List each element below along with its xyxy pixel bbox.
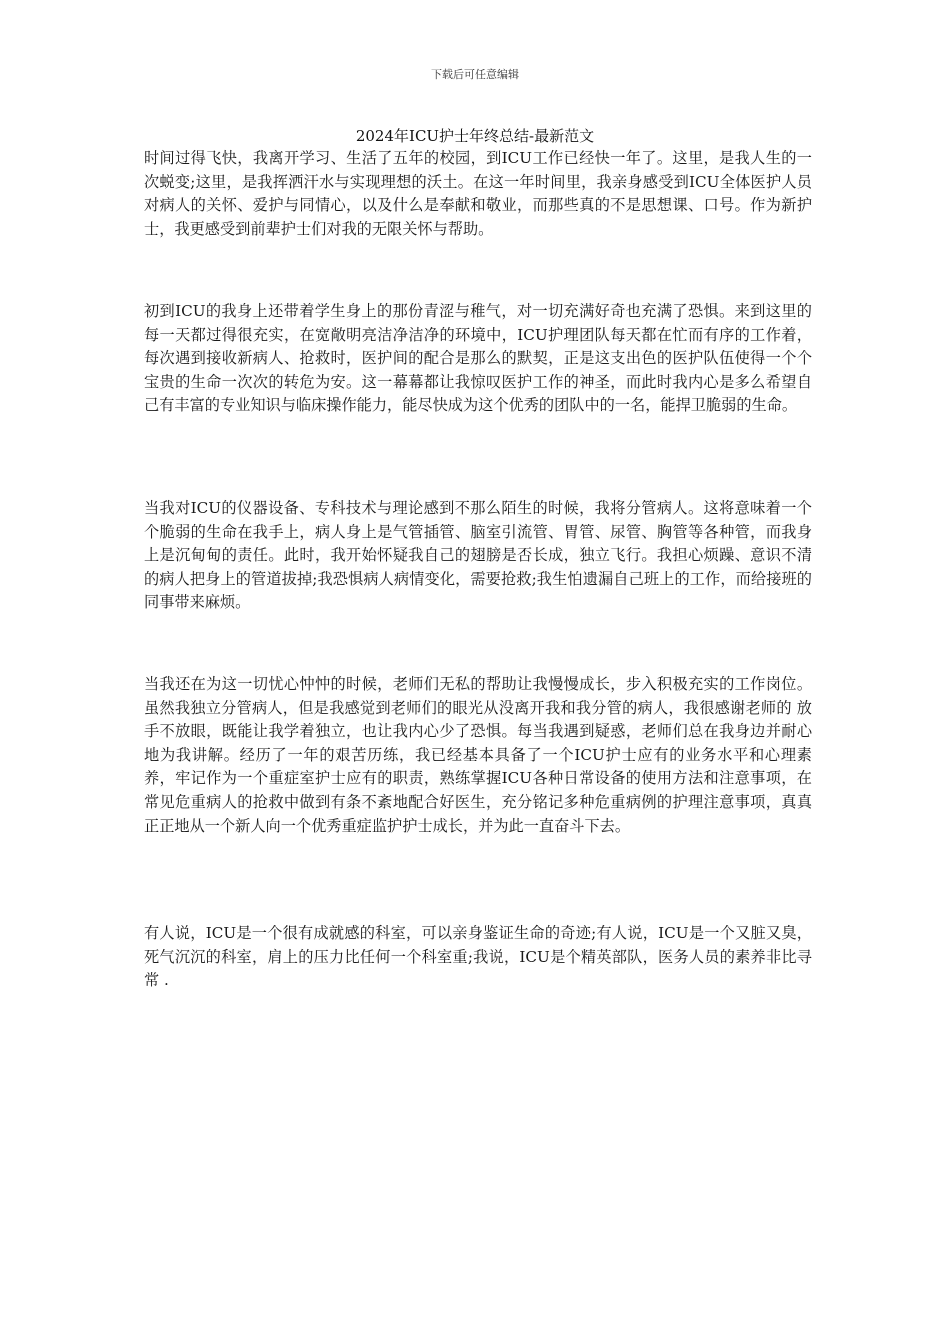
paragraph-4: 当我还在为这一切忧心忡忡的时候，老师们无私的帮助让我慢慢成长，步入积极充实的工作岗位。虽然我独立分管病人，但是我感觉到老师们的眼光从没离开我和我分管的病人，我很感谢老师的 放手不放眼，既能让我学着独立，也让我内心少了恐惧。每当我遇到疑惑，老师们总在我身边并耐心地为我讲解。经历了一年的艰苦历练，我已经基本具备了一个ICU护士应有的业务水平和心理素养，牢记作为一个重症室护士应有的职责，熟练掌握ICU各种日常设备的使用方法和注意事项，在常见危重病人的抢救中做到有条不紊地配合好医生，充分铭记多种危重病例的护理注意事项，真真正正地从一个新人向一个优秀重症监护护士成长，并为此一直奋斗下去。: [144, 675, 812, 835]
paragraph-2: 初到ICU的我身上还带着学生身上的那份青涩与稚气，对一切充满好奇也充满了恐惧。来到这里的每一天都过得很充实，在宽敞明亮洁净洁净的环境中，ICU护理团队每天都在忙而有序的工作着，每次遇到接收新病人、抢救时，医护间的配合是那么的默契，正是这支出色的医护队伍使得一个个宝贵的生命一次次的转危为安。这一幕幕都让我惊叹医护工作的神圣，而此时我内心是多么希望自己有丰富的专业知识与临床操作能力，能尽快成为这个优秀的团队中的一名，能捍卫脆弱的生命。: [144, 302, 812, 415]
paragraph-1: 时间过得飞快，我离开学习、生活了五年的校园，到ICU工作已经快一年了。这里，是我人生的一次蜕变;这里，是我挥洒汗水与实现理想的沃土。在这一年时间里，我亲身感受到ICU全体医护人员对病人的关怀、爱护与同情心，以及什么是奉献和敬业，而那些真的不是思想课、口号。作为新护士，我更感受到前辈护士们对我的无限关怀与帮助。: [144, 149, 812, 238]
paragraph-3: 当我对ICU的仪器设备、专科技术与理论感到不那么陌生的时候，我将分管病人。这将意味着一个个脆弱的生命在我手上，病人身上是气管插管、脑室引流管、胃管、尿管、胸管等各种管，而我身上是沉甸甸的责任。此时，我开始怀疑我自己的翅膀是否长成，独立飞行。我担心烦躁、意识不清的病人把身上的管道拔掉;我恐惧病人病情变化，需要抢救;我生怕遗漏自己班上的工作，而给接班的同事带来麻烦。: [144, 499, 812, 612]
header-note: 下载后可任意编辑: [431, 68, 519, 81]
paragraph-5: 有人说，ICU是一个很有成就感的科室，可以亲身鉴证生命的奇迹;有人说，ICU是一个又脏又臭，死气沉沉的科室，肩上的压力比任何一个科室重;我说，ICU是个精英部队，医务人员的素养非比寻常 .: [144, 924, 812, 990]
document-title: 2024年ICU护士年终总结-最新范文: [355, 127, 595, 145]
